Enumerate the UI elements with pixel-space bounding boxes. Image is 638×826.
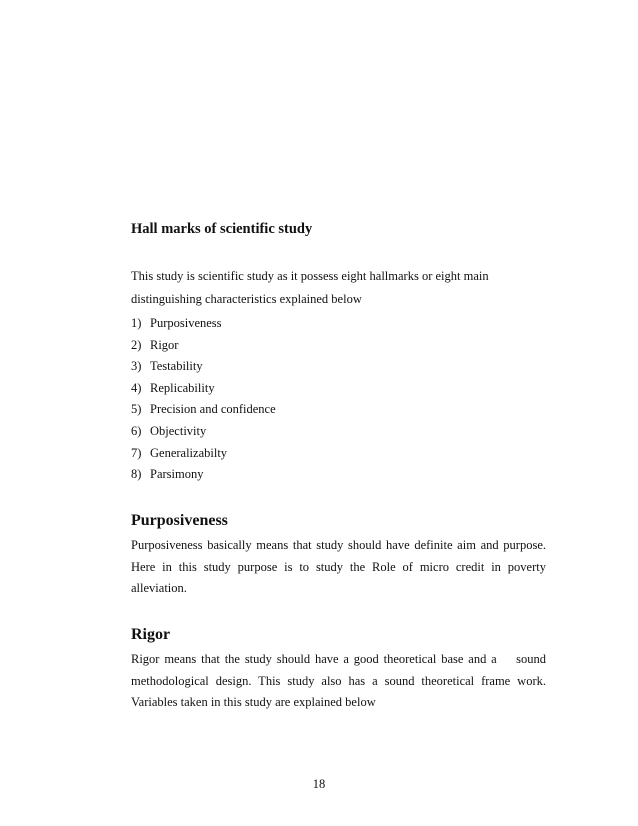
list-item (131, 335, 276, 357)
intro-line: This study is scientific study as it possess eight hallmarks or eight main (131, 269, 489, 283)
purposiveness-paragraph (131, 535, 546, 600)
list-label: Rigor (150, 337, 179, 352)
list-number: 8) (131, 467, 142, 482)
rigor-paragraph (131, 649, 546, 714)
list-item (131, 313, 276, 335)
hallmarks-list (131, 313, 276, 486)
list-number: 4) (131, 380, 142, 395)
list-item (131, 399, 276, 421)
list-number: 1) (131, 316, 142, 330)
purposiveness-heading: Purposiveness (131, 512, 228, 529)
list-number: 7) (131, 445, 142, 460)
page-number: 18 (312, 777, 326, 791)
list-item (131, 421, 276, 443)
list-label: Precision and confidence (150, 402, 276, 417)
list-label: Replicability (150, 380, 215, 395)
list-number: 6) (131, 423, 142, 438)
list-label: Purposiveness (150, 316, 222, 330)
paragraph-line: alleviation. (131, 581, 187, 595)
paragraph-line: Rigor means that the study should have a good theoretical base and a sound (131, 652, 546, 666)
paragraph-line: methodological design. This study also has a sound theoretical frame work. (131, 673, 546, 688)
list-item (131, 464, 276, 486)
list-item (131, 443, 276, 465)
paragraph-line: Here in this study purpose is to study the Role of micro credit in poverty (131, 559, 546, 574)
list-number: 3) (131, 359, 142, 374)
list-item (131, 378, 276, 400)
list-number: 5) (131, 402, 142, 417)
list-label: Parsimony (150, 467, 204, 482)
list-label: Testability (150, 359, 203, 374)
paragraph-line: Variables taken in this study are explained below (131, 695, 376, 709)
paragraph-line: Purposiveness basically means that study should have definite aim and purpose. (131, 538, 546, 552)
section-title: Hall marks of scientific study (131, 221, 313, 237)
intro-line: distinguishing characteristics explained below (131, 292, 362, 306)
list-number: 2) (131, 337, 142, 352)
rigor-heading: Rigor (131, 626, 171, 643)
list-item (131, 356, 276, 378)
list-label: Objectivity (150, 423, 207, 438)
list-label: Generalizabilty (150, 445, 228, 460)
